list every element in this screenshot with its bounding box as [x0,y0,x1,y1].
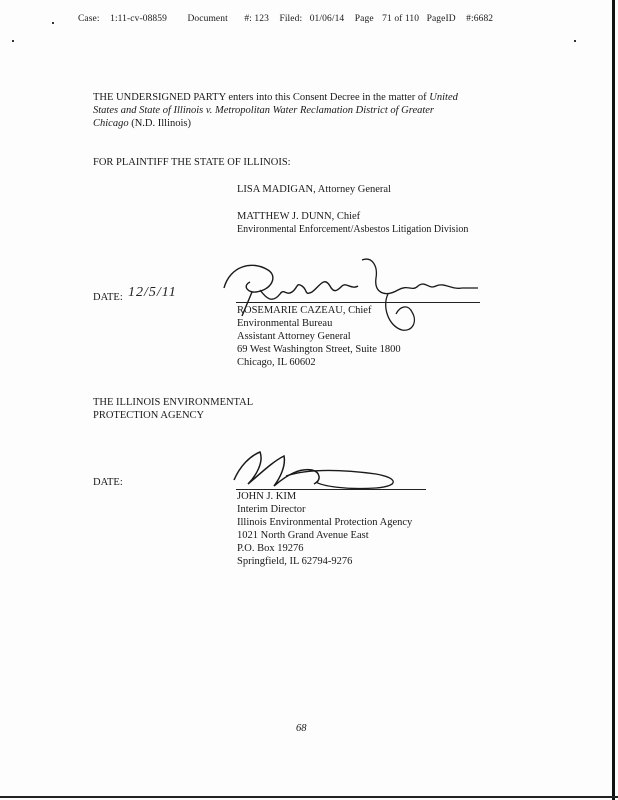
filed-date: 01/06/14 [309,14,345,24]
signer-1-line-2: Environmental Bureau [237,318,333,329]
date-label-2: DATE: [93,477,123,488]
scan-speck [12,40,14,42]
pageid-value: #:6682 [466,14,494,24]
signer-1-line-5: Chicago, IL 60602 [237,357,316,368]
case-number: 1:11-cv-08859 [110,14,167,24]
signer-2-line-4: 1021 North Grand Avenue East [237,530,369,541]
page-label: Page [354,14,374,24]
date-label-1: DATE: [93,292,123,303]
scan-edge-bottom [0,796,618,798]
signer-1-line-3: Assistant Attorney General [237,331,351,342]
iepa-heading-line-1: THE ILLINOIS ENVIRONMENTAL [93,397,254,408]
handwritten-date: 12/5/11 [128,285,177,300]
chief-name: MATTHEW J. DUNN, Chief [237,211,361,222]
signature-line-1 [236,302,480,303]
document-label: Document [187,14,228,24]
scan-speck [52,22,54,24]
signer-2-name: JOHN J. KIM [237,491,297,502]
page-value: 71 of 110 [382,14,420,24]
signer-1-line-4: 69 West Washington Street, Suite 1800 [237,344,401,355]
signer-1-name: ROSEMARIE CAZEAU, Chief [237,305,372,316]
case-label: Case: [78,14,100,24]
intro-line-1: THE UNDERSIGNED PARTY enters into this Consent Decree in the matter of United [93,92,458,103]
filed-label: Filed: [279,14,303,24]
plaintiff-heading: FOR PLAINTIFF THE STATE OF ILLINOIS: [93,157,291,168]
scan-speck [574,40,576,42]
intro-line-3: Chicago (N.D. Illinois) [93,118,192,129]
signer-2-line-3: Illinois Environmental Protection Agency [237,517,413,528]
document-number: #: 123 [244,14,269,24]
page-number: 68 [296,723,307,734]
filing-header [78,14,501,24]
chief-division: Environmental Enforcement/Asbestos Litigation Division [237,224,469,235]
intro-line-2: States and State of Illinois v. Metropolitan Water Reclamation District of Greater [93,105,435,116]
signer-2-line-6: Springfield, IL 62794-9276 [237,556,353,567]
attorney-general-name: LISA MADIGAN, Attorney General [237,184,391,195]
scan-edge-right [612,0,615,800]
pageid-label: PageID [426,14,456,24]
signer-2-line-5: P.O. Box 19276 [237,543,304,554]
iepa-heading-line-2: PROTECTION AGENCY [93,410,205,421]
signer-2-line-2: Interim Director [237,504,306,515]
